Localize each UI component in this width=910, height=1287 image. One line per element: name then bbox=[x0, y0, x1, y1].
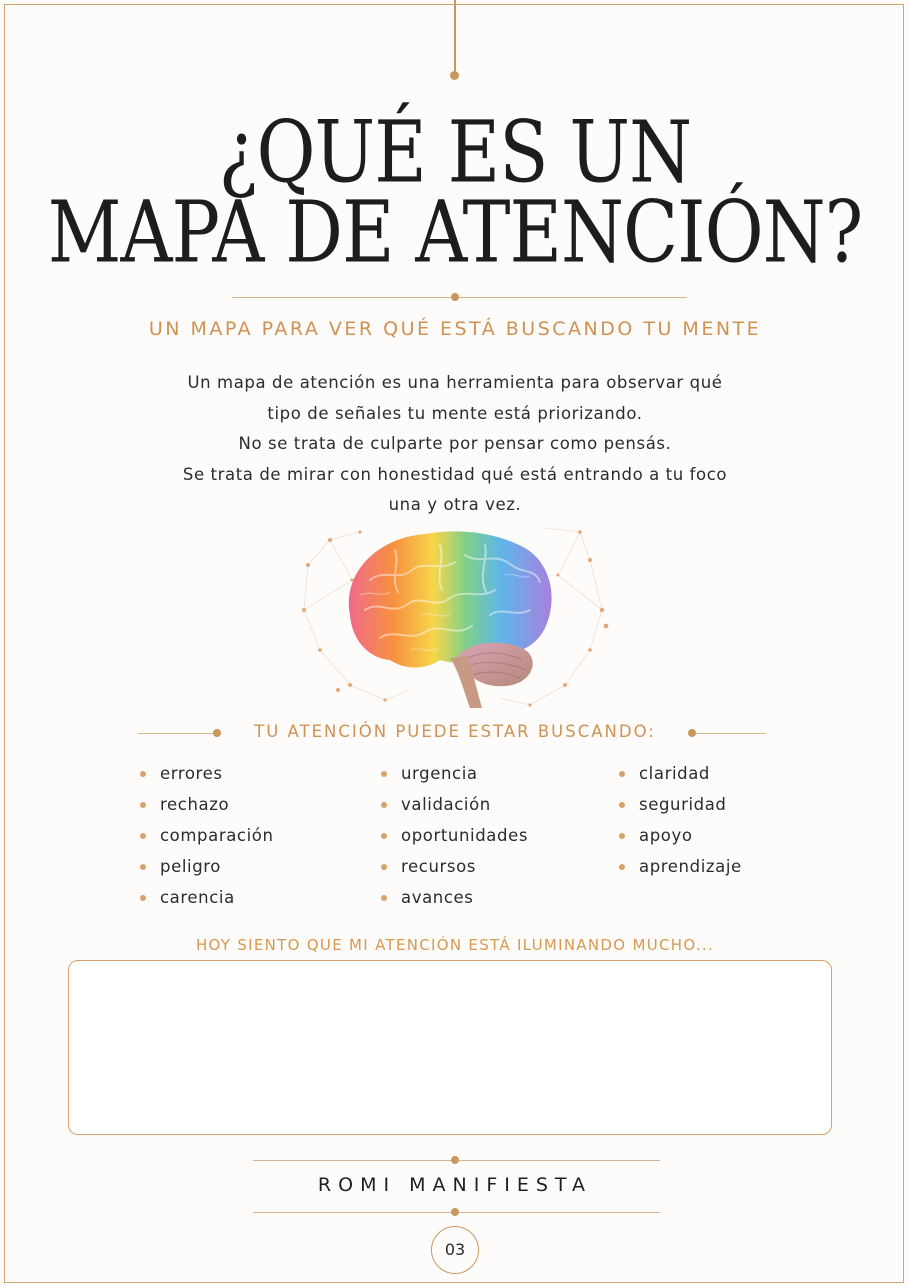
footer-divider-bottom-dot bbox=[451, 1208, 459, 1216]
bullet-dot-icon bbox=[140, 864, 146, 870]
brain-illustration bbox=[290, 520, 620, 720]
attention-list-column-3 bbox=[617, 760, 742, 884]
page-title-line-1: ¿QUÉ ES UN bbox=[218, 102, 692, 202]
bullet-dot-icon bbox=[140, 771, 146, 777]
intro-paragraph bbox=[0, 368, 910, 521]
list-item: carencia bbox=[138, 884, 274, 915]
bullet-dot-icon bbox=[619, 864, 625, 870]
top-dot-ornament bbox=[450, 71, 459, 80]
bullet-dot-icon bbox=[140, 802, 146, 808]
list-item: avances bbox=[379, 884, 528, 915]
bullet-dot-icon bbox=[381, 895, 387, 901]
page-number: 03 bbox=[431, 1226, 479, 1274]
list-item: oportunidades bbox=[379, 822, 528, 853]
journal-writing-box[interactable] bbox=[68, 960, 832, 1135]
list-item: rechazo bbox=[138, 791, 274, 822]
footer-divider-top-dot bbox=[451, 1156, 459, 1164]
list-item: apoyo bbox=[617, 822, 742, 853]
list-item: comparación bbox=[138, 822, 274, 853]
list-item: peligro bbox=[138, 853, 274, 884]
attention-list-column-2 bbox=[379, 760, 528, 915]
list-item: validación bbox=[379, 791, 528, 822]
list-item: seguridad bbox=[617, 791, 742, 822]
subtitle: UN MAPA PARA VER QUÉ ESTÁ BUSCANDO TU MENTE bbox=[148, 318, 762, 340]
bullet-dot-icon bbox=[140, 895, 146, 901]
bullet-dot-icon bbox=[381, 802, 387, 808]
list-item: recursos bbox=[379, 853, 528, 884]
intro-line: Un mapa de atención es una herramienta para observar qué bbox=[187, 373, 723, 392]
bullet-dot-icon bbox=[381, 833, 387, 839]
bullet-dot-icon bbox=[381, 864, 387, 870]
attention-list-column-1 bbox=[138, 760, 274, 915]
list-item: claridad bbox=[617, 760, 742, 791]
top-hanging-line bbox=[454, 0, 456, 72]
title-divider bbox=[232, 297, 687, 298]
title-divider-dot bbox=[451, 293, 459, 301]
intro-line: una y otra vez. bbox=[388, 495, 522, 514]
intro-line: No se trata de culparte por pensar como pensás. bbox=[238, 434, 672, 453]
bullet-dot-icon bbox=[619, 771, 625, 777]
bullet-dot-icon bbox=[619, 833, 625, 839]
bullet-dot-icon bbox=[381, 771, 387, 777]
bullet-dot-icon bbox=[140, 833, 146, 839]
section-heading: TU ATENCIÓN PUEDE ESTAR BUSCANDO: bbox=[254, 722, 656, 741]
intro-line: tipo de señales tu mente está priorizando. bbox=[267, 403, 643, 423]
brand-name: ROMI MANIFIESTA bbox=[317, 1174, 593, 1196]
page-title-line-2: MAPA DE ATENCIÓN? bbox=[47, 182, 863, 282]
list-item: errores bbox=[138, 760, 274, 791]
journal-prompt: HOY SIENTO QUE MI ATENCIÓN ESTÁ ILUMINANDO MUCHO... bbox=[195, 936, 715, 954]
list-item: aprendizaje bbox=[617, 853, 742, 884]
list-item: urgencia bbox=[379, 760, 528, 791]
intro-line: Se trata de mirar con honestidad qué está entrando a tu foco bbox=[182, 464, 728, 484]
bullet-dot-icon bbox=[619, 802, 625, 808]
